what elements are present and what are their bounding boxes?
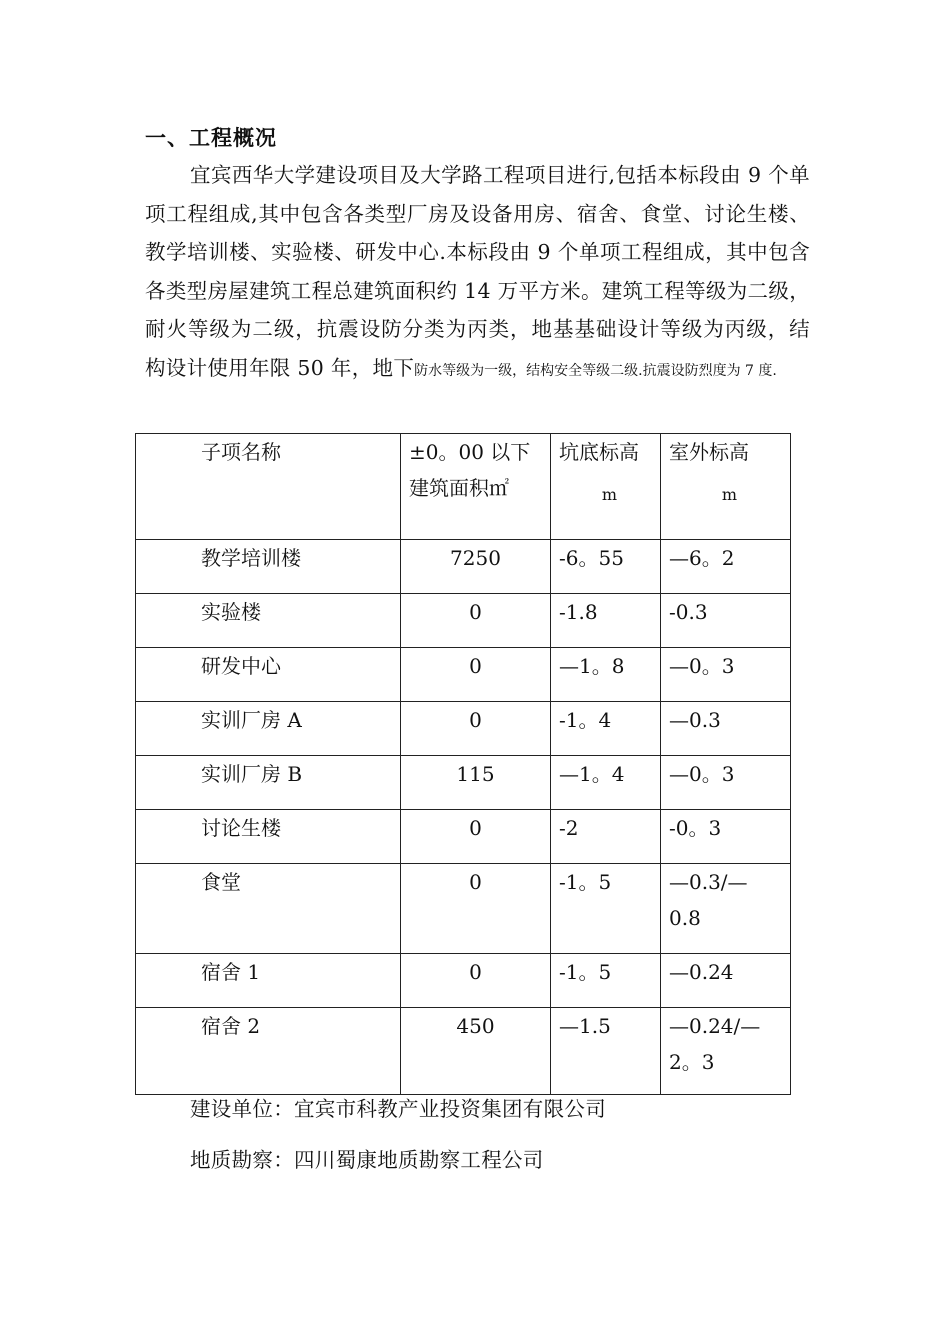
cell-outdoor — [661, 864, 791, 954]
cell-outdoor — [661, 1008, 791, 1095]
header-pit-label: 坑底标高 — [559, 440, 639, 464]
header-name — [136, 434, 401, 540]
cell-area: 0 — [401, 702, 551, 756]
table-row — [136, 810, 791, 864]
table-row — [136, 594, 791, 648]
cell-outdoor: —0.3 — [661, 702, 791, 756]
cell-outdoor: —6。2 — [661, 540, 791, 594]
cell-name: 研发中心 — [136, 648, 401, 702]
cell-outdoor-line1: —0.24/— — [669, 1014, 761, 1038]
table-row — [136, 540, 791, 594]
cell-name: 讨论生楼 — [136, 810, 401, 864]
cell-name: 教学培训楼 — [136, 540, 401, 594]
cell-outdoor: —0。3 — [661, 648, 791, 702]
cell-outdoor: —0.24 — [661, 954, 791, 1008]
cell-pit: -1。4 — [551, 702, 661, 756]
cell-pit: —1。4 — [551, 756, 661, 810]
cell-name: 宿舍 1 — [136, 954, 401, 1008]
cell-name: 食堂 — [136, 864, 401, 954]
cell-pit: —1.5 — [551, 1008, 661, 1095]
table-row — [136, 1008, 791, 1095]
overview-paragraph-small: 防水等级为一级，结构安全等级二级.抗震设防烈度为 7 度. — [414, 362, 777, 379]
table-row — [136, 702, 791, 756]
header-outdoor-label: 室外标高 — [669, 440, 749, 464]
header-area — [401, 434, 551, 540]
cell-area: 0 — [401, 810, 551, 864]
table-row — [136, 864, 791, 954]
cell-pit: -6。55 — [551, 540, 661, 594]
cell-outdoor-line1: —0.3/— — [669, 870, 748, 894]
table-row — [136, 954, 791, 1008]
cell-name: 实训厂房 B — [136, 756, 401, 810]
overview-paragraph-main: 宜宾西华大学建设项目及大学路工程项目进行,包括本标段由 9 个单项工程组成,其中包含各类型厂房及设备用房、宿舍、食堂、讨论生楼、教学培训楼、实验楼、研发中心.本标段由 9 个单项工程组成，其中包含各类型房屋建筑工程总建筑面积约 14 万平方米。建筑工程等级为二级，耐火等级为二级，抗震设防分类为丙类，地基基础设计等级为丙级，结构设计使用年限 50 年，地下 — [145, 163, 810, 380]
header-pit — [551, 434, 661, 540]
cell-outdoor: -0.3 — [661, 594, 791, 648]
cell-name: 实训厂房 A — [136, 702, 401, 756]
cell-pit: —1。8 — [551, 648, 661, 702]
cell-area: 0 — [401, 864, 551, 954]
cell-outdoor-line2: 2。3 — [669, 1050, 715, 1074]
builder-line: 建设单位：宜宾市科教产业投资集团有限公司 — [190, 1097, 606, 1121]
header-area-line1: ±0。00 以下 — [409, 440, 531, 464]
cell-pit: -1。5 — [551, 954, 661, 1008]
cell-area: 0 — [401, 648, 551, 702]
table-header-row — [136, 434, 791, 540]
table-row — [136, 756, 791, 810]
cell-name: 宿舍 2 — [136, 1008, 401, 1095]
project-table — [135, 433, 791, 1095]
cell-name: 实验楼 — [136, 594, 401, 648]
cell-outdoor: —0。3 — [661, 756, 791, 810]
header-area-line2: 建筑面积㎡ — [409, 476, 509, 500]
cell-area: 7250 — [401, 540, 551, 594]
header-outdoor-unit: m — [721, 485, 738, 504]
cell-pit: -2 — [551, 810, 661, 864]
section-heading: 一、工程概况 — [145, 126, 277, 150]
cell-pit: -1.8 — [551, 594, 661, 648]
header-pit-unit: m — [601, 485, 618, 504]
cell-pit: -1。5 — [551, 864, 661, 954]
cell-area: 0 — [401, 954, 551, 1008]
cell-outdoor-line2: 0.8 — [669, 906, 701, 930]
cell-area: 0 — [401, 594, 551, 648]
header-name-text: 子项名称 — [201, 440, 281, 464]
survey-line: 地质勘察：四川蜀康地质勘察工程公司 — [190, 1148, 544, 1172]
cell-outdoor: -0。3 — [661, 810, 791, 864]
table-row — [136, 648, 791, 702]
header-outdoor — [661, 434, 791, 540]
cell-area: 115 — [401, 756, 551, 810]
cell-area: 450 — [401, 1008, 551, 1095]
overview-paragraph — [145, 156, 810, 390]
